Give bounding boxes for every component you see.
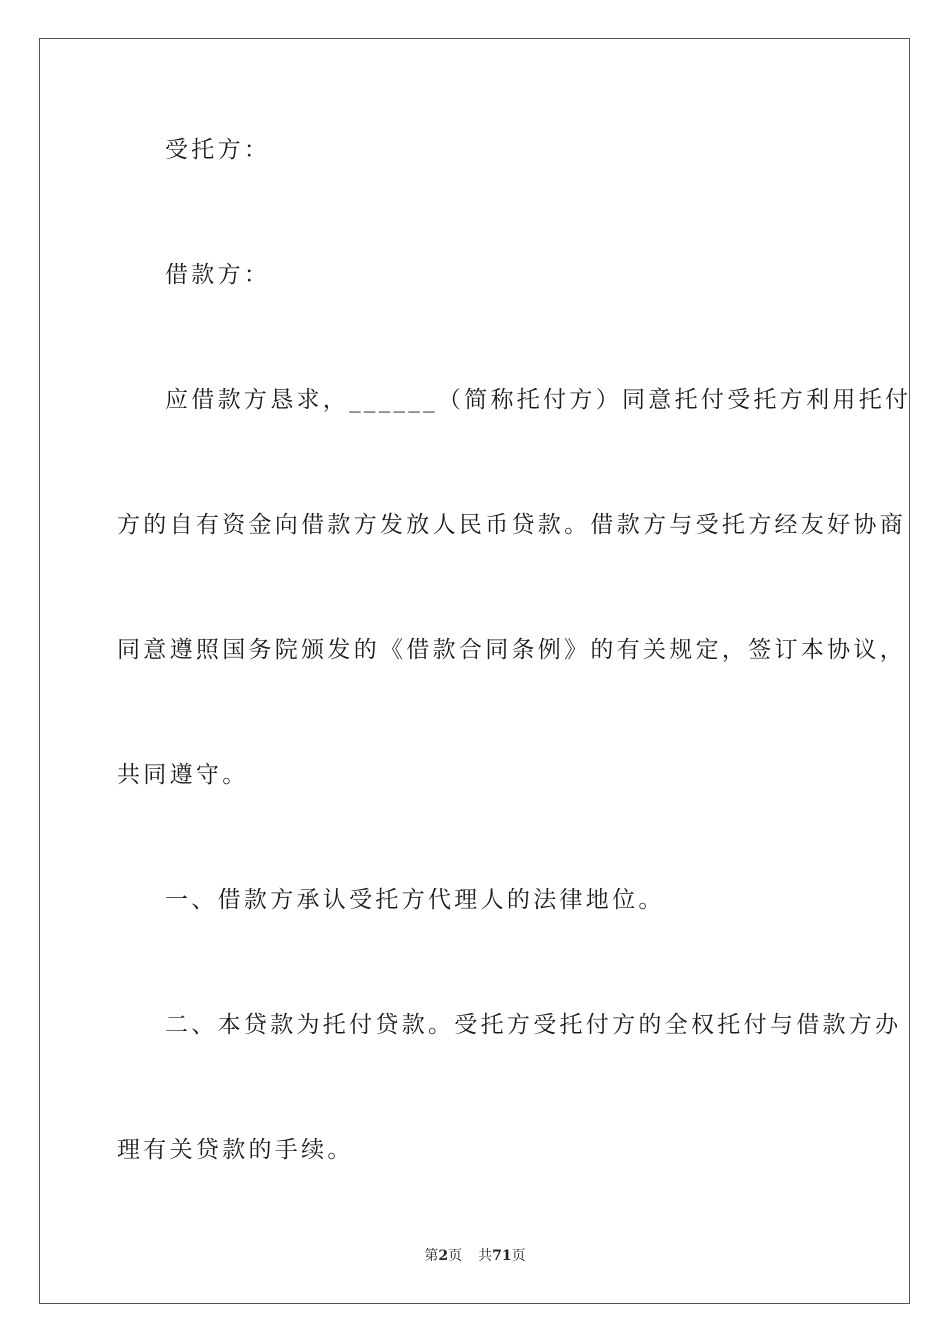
paragraph-line: 应借款方恳求，______（简称托付方）同意托付受托方利用托付 [165, 387, 912, 413]
paragraph-line: 方的自有资金向借款方发放人民币贷款。借款方与受托方经友好协商 [117, 512, 906, 538]
page-footer [0, 1246, 950, 1266]
clause-one: 一、借款方承认受托方代理人的法律地位。 [165, 887, 665, 913]
total-pages: 71 [492, 1248, 512, 1264]
total-suffix: 页 [511, 1248, 526, 1264]
clause-two-continued: 理有关贷款的手续。 [117, 1137, 354, 1163]
borrower-label: 借款方： [165, 262, 271, 288]
page-frame [39, 38, 910, 1304]
paragraph-line: 共同遵守。 [117, 762, 249, 788]
page-prefix: 第 [424, 1248, 439, 1264]
clause-two: 二、本贷款为托付贷款。受托方受托付方的全权托付与借款方办 [165, 1012, 902, 1038]
page-suffix: 页 [448, 1248, 463, 1264]
total-prefix: 共 [478, 1248, 493, 1264]
paragraph-line: 同意遵照国务院颁发的《借款合同条例》的有关规定，签订本协议， [117, 637, 906, 663]
page-number: 2 [438, 1248, 449, 1264]
trustee-label: 受托方： [165, 137, 271, 163]
